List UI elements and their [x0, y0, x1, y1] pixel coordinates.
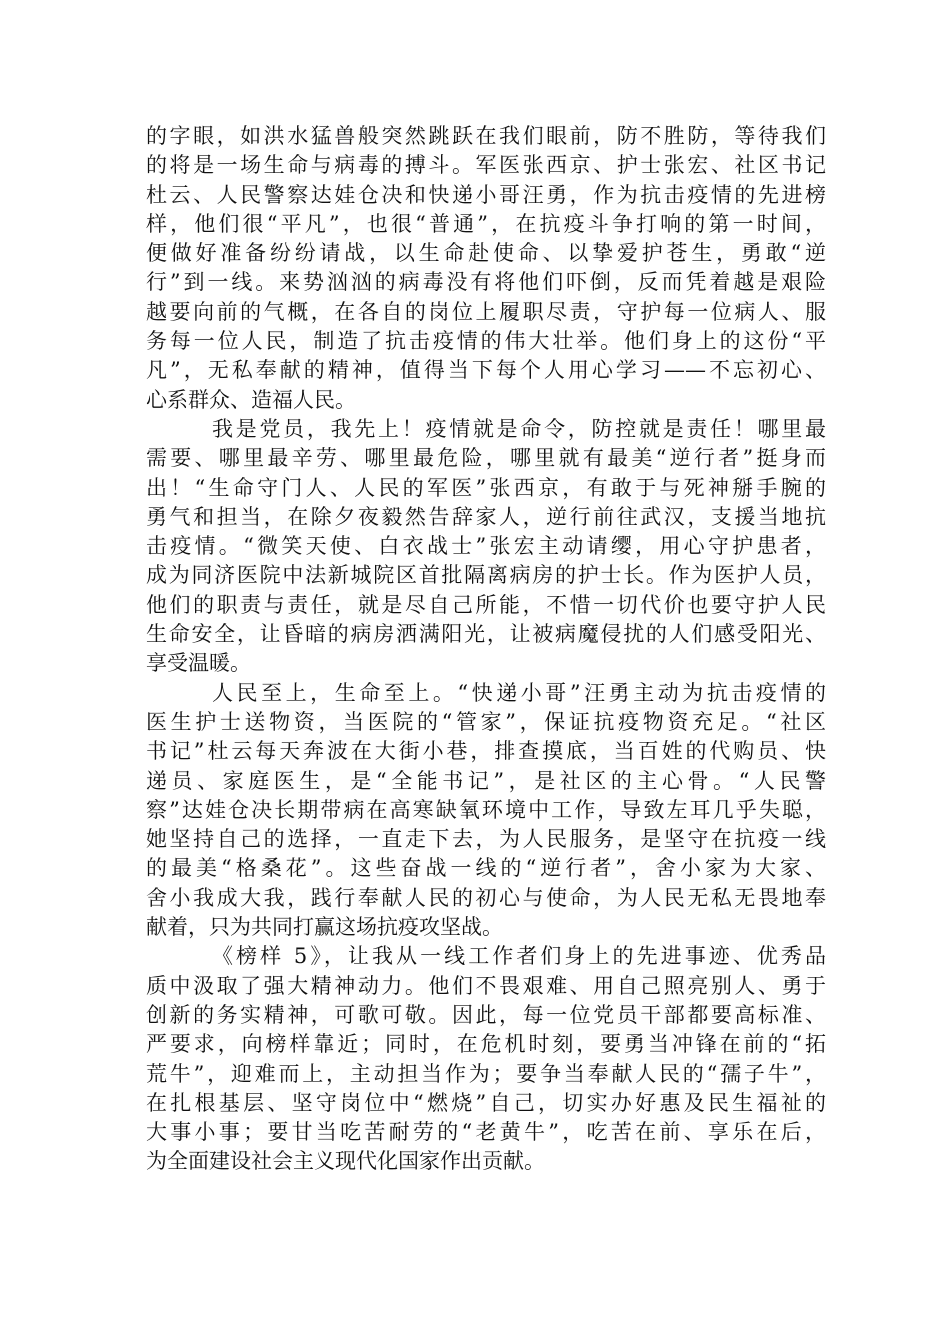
- text-line: 创新的务实精神，可歌可敬。因此，每一位党员干部都要高标准、: [146, 1002, 826, 1027]
- paragraph: [146, 122, 826, 415]
- text-line: 的最美“格桑花”。这些奋战一线的“逆行者”，舍小家为大家、: [146, 856, 826, 881]
- text-line: 质中汲取了强大精神动力。他们不畏艰难、用自己照亮别人、勇于: [146, 973, 826, 998]
- document-body: [146, 122, 826, 1177]
- text-line: 荒牛”，迎难而上，主动担当作为；要争当奉献人民的“孺子牛”，: [146, 1061, 826, 1086]
- text-line: 务每一位人民，制造了抗击疫情的伟大壮举。他们身上的这份“平: [146, 329, 826, 354]
- paragraph: [146, 679, 826, 943]
- text-line: 需要、哪里最辛劳、哪里最危险，哪里就有最美“逆行者”挺身而: [146, 446, 826, 471]
- text-line: 舍小我成大我，践行奉献人民的初心与使命，为人民无私无畏地奉: [146, 885, 826, 910]
- text-line: 击疫情。“微笑天使、白衣战士”张宏主动请缨，用心守护患者，: [146, 534, 826, 559]
- text-line: 她坚持自己的选择，一直走下去，为人民服务，是坚守在抗疫一线: [146, 827, 826, 852]
- text-line: 递员、家庭医生，是“全能书记”，是社区的主心骨。“人民警: [146, 768, 826, 793]
- text-line: 医生护士送物资，当医院的“管家”，保证抗疫物资充足。“社区: [146, 709, 826, 734]
- text-line: 人民至上，生命至上。“快递小哥”汪勇主动为抗击疫情的: [212, 680, 826, 705]
- text-line: 越要向前的气概，在各自的岗位上履职尽责，守护每一位病人、服: [146, 299, 826, 324]
- text-line: 样，他们很“平凡”，也很“普通”，在抗疫斗争打响的第一时间，: [146, 211, 826, 236]
- text-line: 在扎根基层、坚守岗位中“燃烧”自己，切实办好惠及民生福祉的: [146, 1090, 826, 1115]
- text-line: 的字眼，如洪水猛兽般突然跳跃在我们眼前，防不胜防，等待我们: [146, 124, 826, 148]
- text-line: 便做好准备纷纷请战，以生命赴使命、以挚爱护苍生，勇敢“逆: [146, 241, 826, 266]
- text-line: 察”达娃仓决长期带病在高寒缺氧环境中工作，导致左耳几乎失聪，: [146, 797, 826, 822]
- paragraph: [146, 942, 826, 1176]
- text-line: 他们的职责与责任，就是尽自己所能，不惜一切代价也要守护人民: [146, 592, 826, 617]
- text-line: 心系群众、造福人民。: [146, 387, 356, 412]
- text-line: 《榜样 5》，让我从一线工作者们身上的先进事迹、优秀品: [212, 944, 826, 969]
- text-line: 行”到一线。来势汹汹的病毒没有将他们吓倒，反而凭着越是艰险: [146, 270, 826, 295]
- text-line: 杜云、人民警察达娃仓决和快递小哥汪勇，作为抗击疫情的先进榜: [146, 182, 826, 207]
- text-line: 严要求，向榜样靠近；同时，在危机时刻，要勇当冲锋在前的“拓: [146, 1032, 826, 1057]
- text-line: 生命安全，让昏暗的病房洒满阳光，让被病魔侵扰的人们感受阳光、: [146, 622, 826, 647]
- text-line: 大事小事；要甘当吃苦耐劳的“老黄牛”，吃苦在前、享乐在后，: [146, 1120, 826, 1145]
- text-line: 出！“生命守门人、人民的军医”张西京，有敢于与死神掰手腕的: [146, 475, 826, 500]
- text-line: 为全面建设社会主义现代化国家作出贡献。: [146, 1149, 545, 1174]
- text-line: 书记”杜云每天奔波在大街小巷，排查摸底，当百姓的代购员、快: [146, 739, 826, 764]
- text-line: 凡”，无私奉献的精神，值得当下每个人用心学习——不忘初心、: [146, 358, 826, 383]
- text-line: 献着，只为共同打赢这场抗疫攻坚战。: [146, 915, 503, 940]
- text-line: 的将是一场生命与病毒的搏斗。军医张西京、护士张宏、社区书记: [146, 153, 826, 178]
- text-line: 勇气和担当，在除夕夜毅然告辞家人，逆行前往武汉，支援当地抗: [146, 504, 826, 529]
- text-line: 成为同济医院中法新城院区首批隔离病房的护士长。作为医护人员，: [146, 563, 826, 588]
- text-line: 享受温暖。: [146, 651, 251, 676]
- text-line: 我是党员，我先上！疫情就是命令，防控就是责任！哪里最: [212, 416, 826, 441]
- paragraph: [146, 415, 826, 679]
